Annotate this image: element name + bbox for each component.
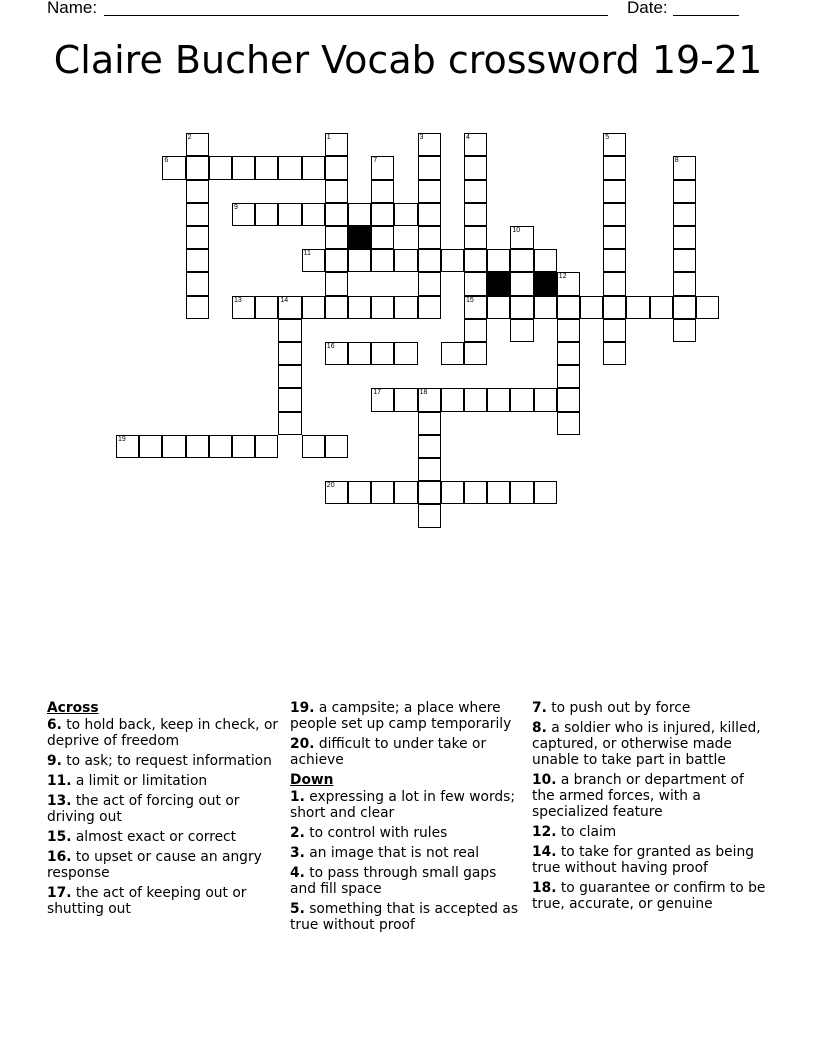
grid-cell[interactable]	[278, 412, 301, 435]
grid-cell[interactable]	[418, 272, 441, 295]
grid-cell[interactable]	[580, 296, 603, 319]
grid-cell[interactable]	[441, 388, 464, 411]
grid-cell[interactable]	[325, 156, 348, 179]
grid-cell[interactable]	[603, 342, 626, 365]
grid-cell[interactable]	[371, 226, 394, 249]
grid-cell[interactable]	[278, 203, 301, 226]
grid-cell[interactable]	[186, 272, 209, 295]
grid-cell[interactable]	[534, 249, 557, 272]
grid-cell[interactable]	[371, 249, 394, 272]
grid-cell[interactable]	[278, 388, 301, 411]
grid-cell[interactable]	[394, 481, 417, 504]
grid-cell[interactable]	[325, 133, 348, 156]
grid-cell[interactable]	[464, 156, 487, 179]
grid-cell[interactable]	[487, 388, 510, 411]
clue-number: 5	[605, 134, 610, 142]
grid-cell[interactable]	[534, 296, 557, 319]
clue-across-13: 13. the act of forcing out or driving out	[47, 793, 240, 825]
grid-cell[interactable]	[186, 249, 209, 272]
grid-cell[interactable]	[673, 156, 696, 179]
grid-cell[interactable]	[510, 272, 533, 295]
grid-cell[interactable]	[418, 226, 441, 249]
grid-cell[interactable]	[464, 388, 487, 411]
clue-number: 8	[674, 157, 679, 165]
grid-cell[interactable]	[510, 296, 533, 319]
grid-cell[interactable]	[255, 156, 278, 179]
name-label: Name:	[47, 0, 98, 17]
grid-cell[interactable]	[186, 156, 209, 179]
grid-cell[interactable]	[673, 319, 696, 342]
clue-across-19: 19. a campsite; a place where people set up camp temporarily	[290, 700, 512, 732]
clue-number: 19	[118, 435, 126, 443]
clue-down-8: 8. a soldier who is injured, killed, captured, or otherwise made unable to take part in battle	[532, 720, 761, 768]
clue-down-3: 3. an image that is not real	[290, 845, 480, 861]
grid-cell[interactable]	[302, 156, 325, 179]
grid-cell[interactable]	[487, 481, 510, 504]
grid-cell[interactable]	[510, 226, 533, 249]
grid-cell[interactable]	[603, 156, 626, 179]
grid-cell[interactable]	[603, 133, 626, 156]
grid-cell[interactable]	[325, 342, 348, 365]
clue-number: 3	[419, 134, 424, 142]
clue-across-20: 20. difficult to under take or achieve	[290, 736, 487, 768]
grid-cell[interactable]	[348, 249, 371, 272]
grid-cell[interactable]	[325, 249, 348, 272]
grid-cell[interactable]	[603, 249, 626, 272]
grid-cell[interactable]	[510, 481, 533, 504]
grid-cell[interactable]	[394, 296, 417, 319]
grid-cell[interactable]	[603, 180, 626, 203]
grid-cell[interactable]	[418, 203, 441, 226]
grid-cell[interactable]	[255, 296, 278, 319]
clue-number: 7	[373, 157, 378, 165]
grid-cell[interactable]	[232, 435, 255, 458]
grid-cell[interactable]	[557, 296, 580, 319]
grid-cell[interactable]	[673, 226, 696, 249]
grid-cell[interactable]	[232, 156, 255, 179]
date-label: Date:	[627, 0, 668, 17]
grid-cell[interactable]	[394, 249, 417, 272]
grid-cell[interactable]	[603, 296, 626, 319]
grid-cell[interactable]	[487, 249, 510, 272]
grid-cell[interactable]	[510, 319, 533, 342]
grid-cell[interactable]	[325, 296, 348, 319]
grid-cell[interactable]	[673, 203, 696, 226]
grid-cell[interactable]	[464, 249, 487, 272]
grid-cell[interactable]	[418, 249, 441, 272]
grid-cell[interactable]	[418, 412, 441, 435]
grid-cell[interactable]	[673, 296, 696, 319]
grid-cell[interactable]	[418, 458, 441, 481]
grid-cell[interactable]	[441, 342, 464, 365]
grid-cell[interactable]	[534, 388, 557, 411]
clue-across-16: 16. to upset or cause an angry response	[47, 849, 262, 881]
grid-cell[interactable]	[673, 180, 696, 203]
down-heading: Down	[290, 772, 334, 788]
clue-number: 14	[280, 296, 289, 304]
clue-down-12: 12. to claim	[532, 824, 617, 840]
grid-cell[interactable]	[534, 481, 557, 504]
grid-cell[interactable]	[278, 296, 301, 319]
grid-cell[interactable]	[696, 296, 719, 319]
clue-number: 12	[558, 273, 567, 281]
grid-cell[interactable]	[186, 133, 209, 156]
grid-cell[interactable]	[255, 435, 278, 458]
grid-cell[interactable]	[418, 156, 441, 179]
grid-cell[interactable]	[441, 481, 464, 504]
grid-cell[interactable]	[394, 203, 417, 226]
clue-number: 11	[303, 250, 311, 258]
clue-number: 17	[373, 389, 381, 397]
grid-cell[interactable]	[557, 388, 580, 411]
grid-cell[interactable]	[162, 156, 185, 179]
grid-cell[interactable]	[371, 342, 394, 365]
grid-cell[interactable]	[186, 435, 209, 458]
grid-cell[interactable]	[325, 481, 348, 504]
grid-block	[348, 226, 371, 249]
grid-cell[interactable]	[371, 388, 394, 411]
grid-cell[interactable]	[186, 180, 209, 203]
grid-cell[interactable]	[232, 203, 255, 226]
grid-cell[interactable]	[371, 180, 394, 203]
grid-cell[interactable]	[418, 504, 441, 527]
grid-cell[interactable]	[371, 203, 394, 226]
grid-cell[interactable]	[278, 342, 301, 365]
clue-across-6: 6. to hold back, keep in check, or deprive of freedom	[47, 717, 279, 749]
grid-cell[interactable]	[302, 203, 325, 226]
clue-down-18: 18. to guarantee or confirm to be true, accurate, or genuine	[532, 880, 766, 912]
grid-cell[interactable]	[650, 296, 673, 319]
grid-cell[interactable]	[418, 435, 441, 458]
clue-number: 10	[512, 227, 521, 234]
grid-cell[interactable]	[371, 156, 394, 179]
grid-cell[interactable]	[209, 156, 232, 179]
grid-cell[interactable]	[603, 319, 626, 342]
grid-cell[interactable]	[325, 180, 348, 203]
grid-cell[interactable]	[348, 296, 371, 319]
clue-number: 13	[234, 296, 242, 304]
grid-cell[interactable]	[278, 319, 301, 342]
grid-cell[interactable]	[325, 226, 348, 249]
grid-cell[interactable]	[464, 296, 487, 319]
grid-cell[interactable]	[464, 342, 487, 365]
page-title: Claire Bucher Vocab crossword 19-21	[53, 38, 763, 82]
grid-cell[interactable]	[464, 203, 487, 226]
grid-cell[interactable]	[302, 249, 325, 272]
grid-cell[interactable]	[557, 319, 580, 342]
clue-across-11: 11. a limit or limitation	[47, 773, 208, 789]
grid-cell[interactable]	[348, 342, 371, 365]
grid-cell[interactable]	[557, 365, 580, 388]
clue-down-4: 4. to pass through small gaps and fill space	[290, 865, 497, 897]
grid-cell[interactable]	[557, 412, 580, 435]
grid-block	[487, 272, 510, 295]
clue-number: 2	[187, 134, 192, 142]
clue-number: 9	[234, 203, 238, 211]
grid-cell[interactable]	[371, 296, 394, 319]
grid-cell[interactable]	[278, 365, 301, 388]
grid-cell[interactable]	[603, 272, 626, 295]
grid-cell[interactable]	[186, 226, 209, 249]
grid-cell[interactable]	[418, 296, 441, 319]
grid-cell[interactable]	[325, 272, 348, 295]
clue-number: 6	[164, 157, 169, 165]
clue-down-7: 7. to push out by force	[532, 700, 691, 716]
grid-block	[534, 272, 557, 295]
clue-number: 20	[326, 482, 335, 490]
grid-cell[interactable]	[557, 342, 580, 365]
grid-cell[interactable]	[302, 296, 325, 319]
grid-cell[interactable]	[418, 180, 441, 203]
grid-cell[interactable]	[557, 272, 580, 295]
grid-cell[interactable]	[302, 435, 325, 458]
grid-cell[interactable]	[232, 296, 255, 319]
grid-cell[interactable]	[464, 180, 487, 203]
grid-cell[interactable]	[209, 435, 232, 458]
grid-cell[interactable]	[186, 203, 209, 226]
grid-cell[interactable]	[348, 481, 371, 504]
grid-cell[interactable]	[139, 435, 162, 458]
clue-column-1	[47, 700, 283, 921]
clue-down-5: 5. something that is accepted as true without proof	[290, 901, 519, 933]
grid-cell[interactable]	[371, 481, 394, 504]
clue-column-3	[532, 700, 768, 916]
clue-number: 16	[326, 343, 335, 350]
grid-cell[interactable]	[464, 133, 487, 156]
clue-down-14: 14. to take for granted as being true without having proof	[532, 844, 754, 876]
grid-cell[interactable]	[116, 435, 139, 458]
grid-cell[interactable]	[278, 156, 301, 179]
grid-cell[interactable]	[162, 435, 185, 458]
grid-cell[interactable]	[603, 226, 626, 249]
grid-cell[interactable]	[673, 272, 696, 295]
clue-number: 18	[419, 389, 428, 397]
clue-across-9: 9. to ask; to request information	[47, 753, 272, 769]
grid-cell[interactable]	[255, 203, 278, 226]
clue-column-2	[290, 700, 526, 937]
grid-cell[interactable]	[418, 133, 441, 156]
grid-cell[interactable]	[464, 481, 487, 504]
grid-cell[interactable]	[441, 249, 464, 272]
across-heading: Across	[47, 700, 99, 716]
clue-across-15: 15. almost exact or correct	[47, 829, 237, 845]
grid-cell[interactable]	[418, 388, 441, 411]
grid-cell[interactable]	[487, 296, 510, 319]
clue-down-1: 1. expressing a lot in few words; short and clear	[290, 789, 515, 821]
grid-cell[interactable]	[464, 272, 487, 295]
grid-cell[interactable]	[464, 226, 487, 249]
clue-down-2: 2. to control with rules	[290, 825, 448, 841]
clue-number: 1	[326, 134, 331, 142]
grid-cell[interactable]	[325, 203, 348, 226]
grid-cell[interactable]	[394, 342, 417, 365]
clue-number: 4	[466, 134, 470, 142]
grid-cell[interactable]	[186, 296, 209, 319]
grid-cell[interactable]	[626, 296, 649, 319]
grid-cell[interactable]	[418, 481, 441, 504]
grid-cell[interactable]	[510, 388, 533, 411]
grid-cell[interactable]	[394, 388, 417, 411]
clue-across-17: 17. the act of keeping out or shutting out	[47, 885, 247, 917]
grid-cell[interactable]	[348, 203, 371, 226]
clue-number: 15	[466, 296, 474, 304]
grid-cell[interactable]	[325, 435, 348, 458]
grid-cell[interactable]	[673, 249, 696, 272]
grid-cell[interactable]	[603, 203, 626, 226]
grid-cell[interactable]	[510, 249, 533, 272]
grid-cell[interactable]	[464, 319, 487, 342]
clue-down-10: 10. a branch or department of the armed forces, with a specialized feature	[532, 772, 744, 820]
